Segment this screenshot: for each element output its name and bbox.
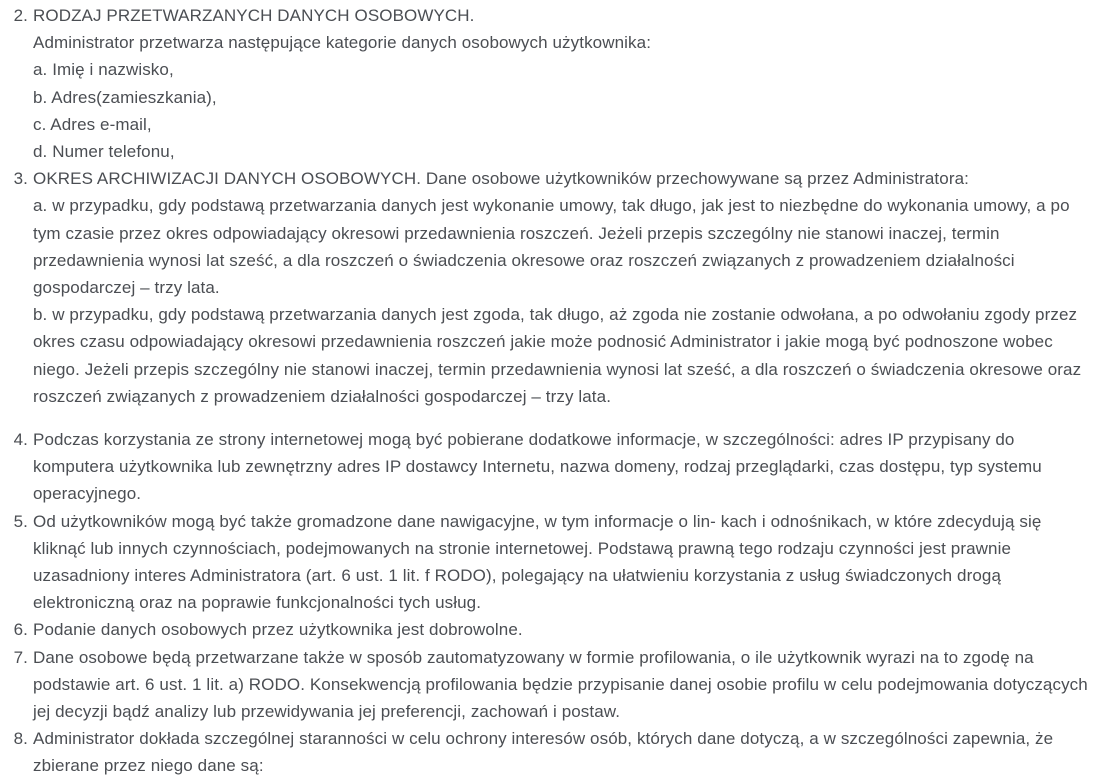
policy-item-3	[13, 165, 1096, 410]
sub-item-a: a. Imię i nazwisko,	[33, 60, 174, 80]
sub-item-d: d. Numer telefonu,	[33, 142, 175, 162]
paragraph: Podanie danych osobowych przez użytkownika jest dobrowolne.	[33, 620, 523, 640]
paragraph: Podczas korzystania ze strony internetowej mogą być pobierane dodatkowe informacje, w szczególności: adres IP przypisany do komputera użytkownika lub zewnętrzny adres IP dostawcy Internetu, nazwa domeny, rodzaj przeglądarki, czas dostępu, typ systemu operacyjnego.	[33, 430, 1042, 504]
policy-item-4	[13, 426, 1096, 508]
item-title: RODZAJ PRZETWARZANYCH DANYCH OSOBOWYCH.	[33, 6, 475, 25]
item-number: 6.	[13, 620, 28, 640]
item-title: OKRES ARCHIWIZACJI DANYCH OSOBOWYCH. Dane osobowe użytkowników przechowywane są przez Administratora:	[33, 169, 969, 189]
item-number: 4.	[13, 430, 28, 450]
item-number: 5.	[13, 511, 28, 531]
paragraph: Od użytkowników mogą być także gromadzone dane nawigacyjne, w tym informacje o lin- kach i odnośnikach, w które zdecydują się kliknąć lub innych czynnościach, podejmowanych na stronie internetowej. Podstawą prawną tego rodzaju czynności jest prawnie uzasadniony interes Administratora (art. 6 ust. 1 lit. f RODO), polegający na ułatwieniu korzystania z usług świadczonych drogą elektroniczną oraz na poprawie funkcjonalności tych usług.	[33, 511, 1042, 613]
paragraph: Dane osobowe będą przetwarzane także w sposób zautomatyzowany w formie profilowania, o ile użytkownik wyrazi na to zgodę na podstawie art. 6 ust. 1 lit. a) RODO. Konsekwencją profilowania będzie przypisanie danej osobie profilu w celu podejmowania dotyczących jej decyzji bądź analizy lub przewidywania jej preferencji, zachowań i postaw.	[33, 647, 1088, 722]
sub-item-a: a. w przypadku, gdy podstawą przetwarzania danych jest wykonanie umowy, tak długo, jak jest to niezbędne do wykonania umowy, a po tym czasie przez okres odpowiadający okresowi przedawnienia roszczeń. Jeżeli przepis szczególny nie stanowi inaczej, termin przedawnienia wynosi lat sześć, a dla roszczeń o świadczenia okresowe oraz roszczeń związanych z prowadzeniem działalności gospodarczej – trzy lata.	[33, 196, 1070, 298]
sub-item-c: c. Adres e-mail,	[33, 114, 152, 134]
policy-item-6	[13, 616, 1096, 643]
paragraph: Administrator przetwarza następujące kategorie danych osobowych użytkownika:	[33, 33, 652, 53]
item-number: 2.	[13, 6, 28, 25]
policy-item-5	[13, 508, 1096, 617]
item-number: 7.	[13, 647, 28, 667]
sub-item-b: b. w przypadku, gdy podstawą przetwarzania danych jest zgoda, tak długo, aż zgoda nie zostanie odwołana, a po odwołaniu zgody przez okres czasu odpowiadający okresowi przedawnienia roszczeń jakie może podnosić Administrator i jakie mogą być podnoszone wobec niego. Jeżeli przepis szczególny nie stanowi inaczej, termin przedawnienia wynosi lat sześć, a dla roszczeń o świadczenia okresowe oraz roszczeń związanych z prowadzeniem działalności gospodarczej – trzy lata.	[33, 305, 1082, 406]
item-number: 8.	[13, 729, 28, 749]
sub-item-b: b. Adres(zamieszkania),	[33, 87, 217, 107]
paragraph: Administrator dokłada szczególnej staranności w celu ochrony interesów osób, których dane dotyczą, a w szczególności zapewnia, że zbierane przez niego dane są:	[33, 729, 1054, 776]
policy-item-7	[13, 644, 1096, 726]
policy-item-2	[13, 2, 1096, 165]
item-number: 3.	[13, 169, 28, 189]
policy-item-8	[13, 725, 1096, 779]
